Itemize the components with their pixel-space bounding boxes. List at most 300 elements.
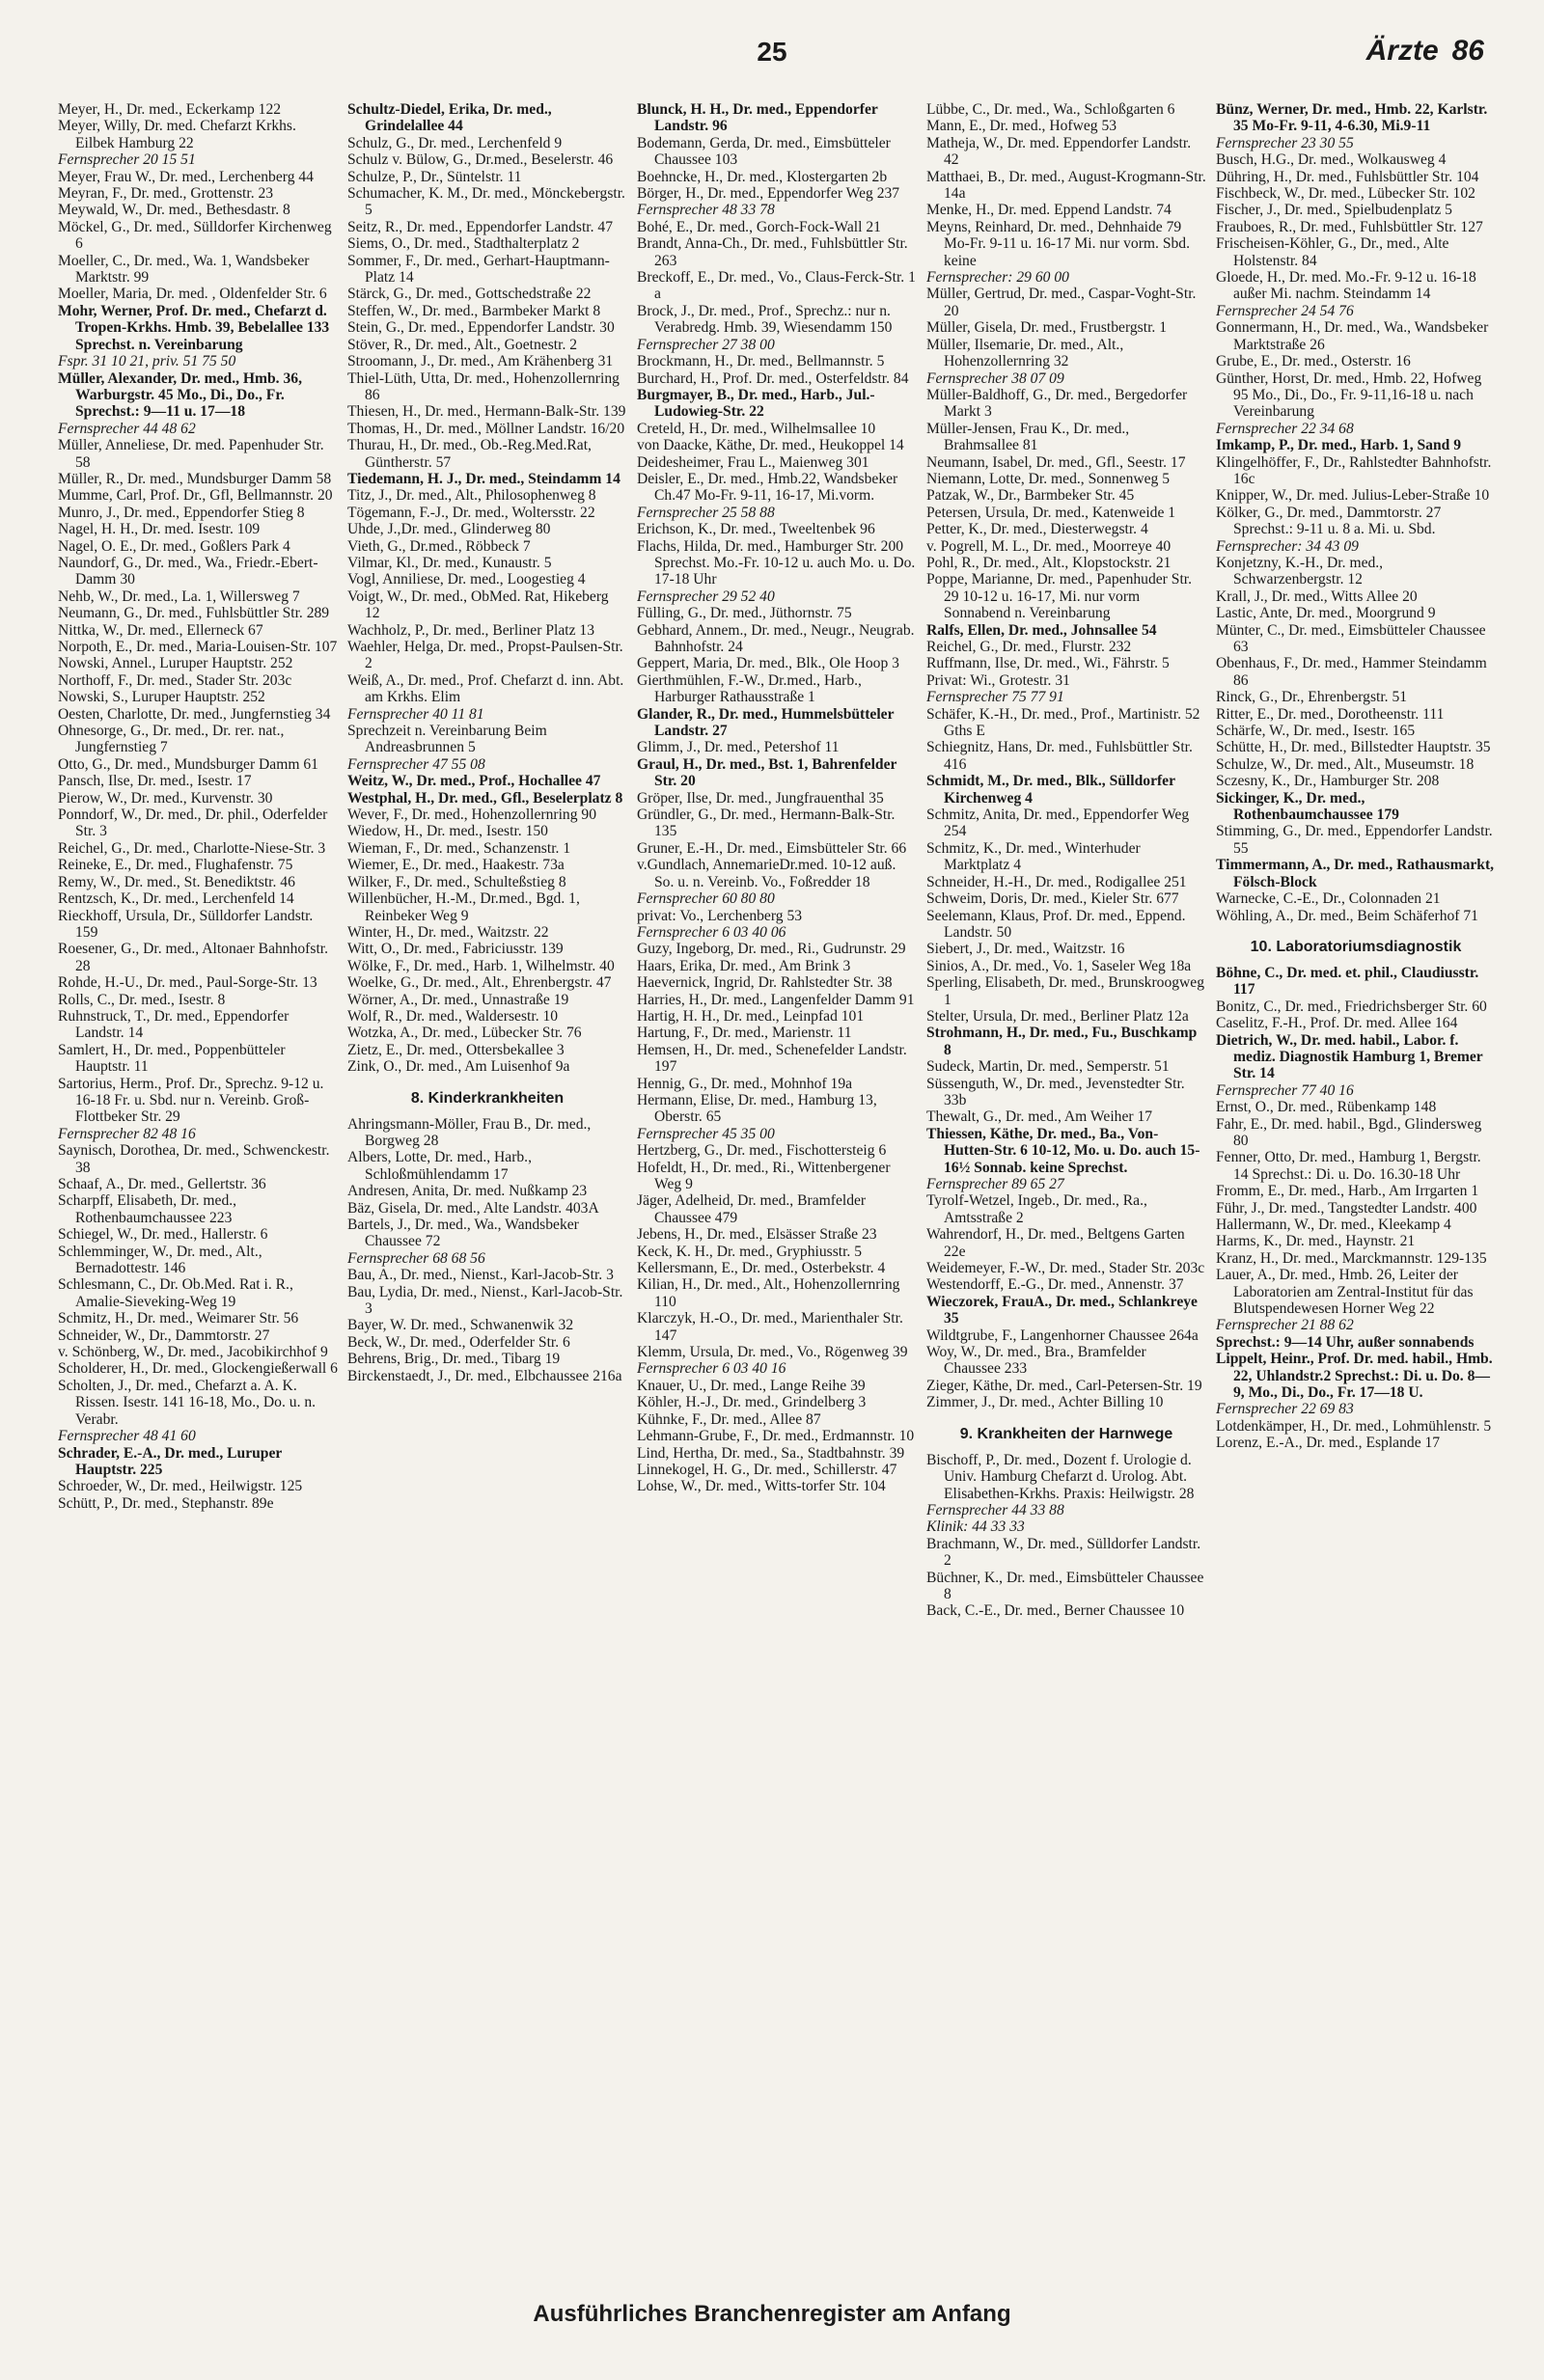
directory-entry: Roesener, G., Dr. med., Altonaer Bahnhofstr. 28 — [58, 941, 329, 974]
directory-entry: Moeller, C., Dr. med., Wa. 1, Wandsbeker Marktstr. 99 — [58, 252, 310, 287]
directory-entry: Vilmar, Kl., Dr. med., Kunaustr. 5 — [347, 554, 552, 571]
directory-entry: Wotzka, A., Dr. med., Lübecker Str. 76 — [347, 1025, 582, 1042]
directory-entry: Schulze, W., Dr. med., Alt., Museumstr. 18 — [1216, 755, 1475, 773]
directory-entry: Otto, G., Dr. med., Mundsburger Damm 61 — [58, 755, 318, 773]
directory-entry: Sczesny, K., Dr., Hamburger Str. 208 — [1216, 773, 1440, 790]
directory-entry: Ernst, O., Dr. med., Rübenkamp 148 — [1216, 1099, 1437, 1116]
phone-line: Fernsprecher 48 33 78 — [637, 202, 775, 219]
phone-line: Fernsprecher 23 30 55 — [1216, 134, 1354, 151]
directory-entry: Remy, W., Dr. med., St. Benediktstr. 46 — [58, 873, 295, 890]
directory-entry: Böhne, C., Dr. med. et. phil., Claudiusstr. 117 — [1216, 964, 1479, 999]
directory-entry: Petter, K., Dr. med., Diesterwegstr. 4 — [926, 521, 1148, 538]
directory-entry: Deisler, E., Dr. med., Hmb.22, Wandsbeker Ch.47 Mo-Fr. 9-11, 16-17, Mi.vorm. — [637, 470, 898, 505]
directory-entry: Ohnesorge, G., Dr. med., Dr. rer. nat., Jungfernstieg 7 — [58, 723, 285, 756]
phone-line: Fernsprecher 48 41 60 — [58, 1428, 196, 1445]
directory-entry: Meyer, Frau W., Dr. med., Lerchenberg 44 — [58, 168, 314, 185]
directory-entry: Witt, O., Dr. med., Fabriciusstr. 139 — [347, 941, 564, 958]
directory-entry: Jebens, H., Dr. med., Elsässer Straße 23 — [637, 1226, 877, 1244]
directory-entry: Wöhling, A., Dr. med., Beim Schäferhof 71 — [1216, 907, 1478, 924]
directory-entry: Krall, J., Dr. med., Witts Allee 20 — [1216, 588, 1418, 605]
directory-entry: Lauer, A., Dr. med., Hmb. 26, Leiter der Laboratorien am Zentral-Institut für das Blutspendewesen Horner Weg 22 — [1216, 1267, 1474, 1318]
directory-entry: Seitz, R., Dr. med., Eppendorfer Landstr. 47 — [347, 218, 613, 235]
directory-entry: Glimm, J., Dr. med., Petershof 11 — [637, 739, 840, 756]
directory-entry: Lastic, Ante, Dr. med., Moorgrund 9 — [1216, 605, 1436, 622]
directory-entry: Stein, G., Dr. med., Eppendorfer Landstr. 30 — [347, 319, 615, 337]
directory-entry: Wieczorek, FrauA., Dr. med., Schlankreye 35 — [926, 1293, 1198, 1327]
directory-entry: Sickinger, K., Dr. med., Rothenbaumchaussee 179 — [1216, 789, 1399, 824]
directory-entry: Patzak, W., Dr., Barmbeker Str. 45 — [926, 487, 1135, 505]
directory-entry: Meywald, W., Dr. med., Bethesdastr. 8 — [58, 202, 290, 219]
directory-entry: Fülling, G., Dr. med., Jüthornstr. 75 — [637, 605, 852, 622]
directory-entry: Weitz, W., Dr. med., Prof., Hochallee 47 — [347, 773, 601, 790]
phone-line: Fernsprecher 47 55 08 — [347, 755, 485, 773]
phone-line: Fernsprecher 22 34 68 — [1216, 420, 1354, 437]
directory-entry: Thurau, H., Dr. med., Ob.-Reg.Med.Rat, Güntherstr. 57 — [347, 437, 592, 471]
directory-entry: Lohse, W., Dr. med., Witts-torfer Str. 104 — [637, 1478, 886, 1495]
directory-entry: Rinck, G., Dr., Ehrenbergstr. 51 — [1216, 689, 1408, 706]
directory-entry: Klingelhöffer, F., Dr., Rahlstedter Bahnhofstr. 16c — [1216, 453, 1492, 487]
directory-entry: Schiegel, W., Dr. med., Hallerstr. 6 — [58, 1226, 268, 1244]
directory-entry: Wiemer, E., Dr. med., Haakestr. 73a — [347, 857, 565, 874]
directory-entry: Hennig, G., Dr. med., Mohnhof 19a — [637, 1075, 853, 1092]
directory-entry: Schulz, G., Dr. med., Lerchenfeld 9 — [347, 134, 563, 151]
directory-columns — [58, 101, 1496, 2272]
directory-entry: Kilian, H., Dr. med., Alt., Hohenzollernring 110 — [637, 1276, 900, 1310]
directory-entry: Thewalt, G., Dr. med., Am Weiher 17 — [926, 1108, 1153, 1126]
directory-entry: Scholten, J., Dr. med., Chefarzt a. A. K. Rissen. Isestr. 141 16-18, Mo., Do. u. n. Verabr. — [58, 1377, 317, 1428]
directory-entry: Schmidt, M., Dr. med., Blk., Sülldorfer Kirchenweg 4 — [926, 773, 1175, 807]
directory-entry: Schärfe, W., Dr. med., Isestr. 165 — [1216, 723, 1416, 740]
directory-entry: Brock, J., Dr. med., Prof., Sprechz.: nur n. Verabredg. Hmb. 39, Wiesendamm 150 — [637, 302, 893, 337]
directory-entry: Ruhnstruck, T., Dr. med., Eppendorfer Landstr. 14 — [58, 1007, 290, 1042]
directory-entry: Frischeisen-Köhler, G., Dr., med., Alte Holstenstr. 84 — [1216, 235, 1449, 269]
phone-line: Fernsprecher 6 03 40 16 — [637, 1360, 786, 1378]
phone-line: Fernsprecher 22 69 83 — [1216, 1401, 1354, 1418]
directory-entry: Klarczyk, H.-O., Dr. med., Marienthaler Str. 147 — [637, 1310, 903, 1344]
directory-entry: Gröper, Ilse, Dr. med., Jungfrauenthal 35 — [637, 789, 884, 807]
directory-entry: Schütt, P., Dr. med., Stephanstr. 89e — [58, 1494, 274, 1512]
directory-entry: Schütte, H., Dr. med., Billstedter Hauptstr. 35 — [1216, 739, 1491, 756]
directory-entry: Behrens, Brig., Dr. med., Tibarg 19 — [347, 1351, 561, 1368]
directory-entry: Bau, A., Dr. med., Nienst., Karl-Jacob-Str. 3 — [347, 1267, 614, 1284]
directory-entry: Wieman, F., Dr. med., Schanzenstr. 1 — [347, 839, 571, 857]
directory-entry: Gloede, H., Dr. med. Mo.-Fr. 9-12 u. 16-18 außer Mi. nachm. Steindamm 14 — [1216, 269, 1476, 303]
directory-entry: Zimmer, J., Dr. med., Achter Billing 10 — [926, 1394, 1164, 1411]
directory-entry: Guzy, Ingeborg, Dr. med., Ri., Gudrunstr. 29 — [637, 941, 906, 958]
directory-entry: Mohr, Werner, Prof. Dr. med., Chefarzt d. Tropen-Krkhs. Hmb. 39, Bebelallee 133 Sprechst. n. Vereinbarung — [58, 302, 330, 353]
directory-entry: Nagel, H. H., Dr. med. Isestr. 109 — [58, 521, 261, 538]
directory-entry: Knipper, W., Dr. med. Julius-Leber-Straße 10 — [1216, 487, 1490, 505]
directory-entry: Sperling, Elisabeth, Dr. med., Brunskroogweg 1 — [926, 974, 1205, 1008]
directory-entry: Wolf, R., Dr. med., Waldersestr. 10 — [347, 1007, 559, 1025]
directory-entry: Pohl, R., Dr. med., Alt., Klopstockstr. 21 — [926, 554, 1172, 571]
directory-entry: Reichel, G., Dr. med., Flurstr. 232 — [926, 639, 1132, 655]
phone-line: Klinik: 44 33 33 — [926, 1518, 1025, 1536]
phone-line: Fernsprecher: 29 60 00 — [926, 269, 1069, 287]
directory-entry: Willenbücher, H.-M., Dr.med., Bgd. 1, Reinbeker Weg 9 — [347, 890, 580, 924]
section-heading: 8. Kinderkrankheiten — [410, 1089, 565, 1107]
directory-entry: Bartels, J., Dr. med., Wa., Wandsbeker Chaussee 72 — [347, 1217, 579, 1250]
directory-entry: Petersen, Ursula, Dr. med., Katenweide 1 — [926, 504, 1176, 521]
directory-entry: Schultz-Diedel, Erika, Dr. med., Grindelallee 44 — [347, 101, 552, 135]
directory-entry: Schmitz, K., Dr. med., Winterhuder Marktplatz 4 — [926, 839, 1141, 874]
directory-entry: Rohde, H.-U., Dr. med., Paul-Sorge-Str. 13 — [58, 974, 317, 992]
phone-line: Fernsprecher 89 65 27 — [926, 1176, 1064, 1192]
directory-entry: Hertzberg, G., Dr. med., Fischottersteig 6 — [637, 1142, 887, 1160]
directory-entry: Tiedemann, H. J., Dr. med., Steindamm 14 — [347, 470, 620, 487]
directory-entry: Uhde, J.,Dr. med., Glinderweg 80 — [347, 521, 551, 538]
directory-entry: Lorenz, E.-A., Dr. med., Esplande 17 — [1216, 1435, 1441, 1452]
directory-entry: Süssenguth, W., Dr. med., Jevenstedter Str. 33b — [926, 1075, 1185, 1108]
directory-entry: Moeller, Maria, Dr. med. , Oldenfelder Str. 6 — [58, 286, 327, 303]
directory-entry: Fenner, Otto, Dr. med., Hamburg 1, Bergstr. 14 Sprechst.: Di. u. Do. 16.30-18 Uhr — [1216, 1149, 1481, 1183]
directory-entry: Dietrich, W., Dr. med. habil., Labor. f. mediz. Diagnostik Hamburg 1, Bremer Str. 14 — [1216, 1031, 1483, 1082]
directory-entry: Blunck, H. H., Dr. med., Eppendorfer Landstr. 96 — [637, 101, 878, 135]
directory-entry: Schlesmann, C., Dr. Ob.Med. Rat i. R., Amalie-Sieveking-Weg 19 — [58, 1276, 293, 1310]
directory-entry: Knauer, U., Dr. med., Lange Reihe 39 — [637, 1377, 866, 1394]
directory-entry: Samlert, H., Dr. med., Poppenbütteler Hauptstr. 11 — [58, 1041, 286, 1076]
directory-entry: Naundorf, G., Dr. med., Wa., Friedr.-Ebert-Damm 30 — [58, 554, 318, 588]
directory-entry: Fischbeck, W., Dr. med., Lübecker Str. 102 — [1216, 185, 1475, 203]
directory-entry: Stelter, Ursula, Dr. med., Berliner Platz 12a — [926, 1007, 1189, 1025]
directory-entry: Flachs, Hilda, Dr. med., Hamburger Str. 200 Sprechst. Mo.-Fr. 10-12 u. auch Mo. u. Do. 17-18 Uhr — [637, 537, 916, 588]
directory-entry: Nehb, W., Dr. med., La. 1, Willersweg 7 — [58, 588, 300, 605]
directory-entry: Wildtgrube, F., Langenhorner Chaussee 264a — [926, 1327, 1199, 1344]
directory-entry: Münter, C., Dr. med., Eimsbütteler Chaussee 63 — [1216, 621, 1486, 655]
directory-entry: Haevernick, Ingrid, Dr. Rahlstedter Str. 38 — [637, 974, 893, 992]
directory-entry: Schäfer, K.-H., Dr. med., Prof., Martinistr. 52 Gths E — [926, 705, 1200, 740]
directory-entry: Rentzsch, K., Dr. med., Lerchenfeld 14 — [58, 890, 294, 908]
directory-entry: Führ, J., Dr. med., Tangstedter Landstr. 400 — [1216, 1199, 1477, 1217]
directory-entry: Strohmann, H., Dr. med., Fu., Buschkamp 8 — [926, 1025, 1198, 1058]
directory-entry: Titz, J., Dr. med., Alt., Philosophenweg 8 — [347, 487, 596, 505]
directory-entry: Tögemann, F.-J., Dr. med., Woltersstr. 22 — [347, 504, 595, 521]
directory-entry: v. Pogrell, M. L., Dr. med., Moorreye 40 — [926, 537, 1172, 555]
directory-entry: Weidemeyer, F.-W., Dr. med., Stader Str. 203c — [926, 1260, 1205, 1277]
directory-entry: Bonitz, C., Dr. med., Friedrichsberger Str. 60 — [1216, 998, 1487, 1015]
directory-entry: Vogl, Anniliese, Dr. med., Loogestieg 4 — [347, 571, 586, 588]
directory-entry: Kellersmann, E., Dr. med., Osterbekstr. 4 — [637, 1260, 886, 1277]
directory-entry: Brandt, Anna-Ch., Dr. med., Fuhlsbüttler Str. 263 — [637, 235, 908, 269]
directory-entry: Zieger, Käthe, Dr. med., Carl-Petersen-Str. 19 — [926, 1377, 1202, 1394]
directory-entry: Neumann, G., Dr. med., Fuhlsbüttler Str. 289 — [58, 605, 330, 622]
directory-entry: Northoff, F., Dr. med., Stader Str. 203c — [58, 671, 292, 689]
directory-entry: Scholderer, H., Dr. med., Glockengießerwall 6 — [58, 1360, 338, 1378]
directory-entry: Oesten, Charlotte, Dr. med., Jungfernstieg 34 — [58, 705, 331, 723]
directory-entry: privat: Vo., Lerchenberg 53 — [637, 907, 803, 924]
footer-note: Ausführliches Branchenregister am Anfang — [533, 2301, 1011, 2327]
directory-entry: Lehmann-Grube, F., Dr. med., Erdmannstr. 10 — [637, 1428, 915, 1445]
section-heading: 9. Krankheiten der Harnwege — [959, 1425, 1173, 1442]
directory-entry: Woy, W., Dr. med., Bra., Bramfelder Chaussee 233 — [926, 1344, 1146, 1378]
directory-entry: Siebert, J., Dr. med., Waitzstr. 16 — [926, 941, 1125, 958]
directory-entry: Saynisch, Dorothea, Dr. med., Schwenckestr. 38 — [58, 1142, 330, 1176]
directory-entry: Thomas, H., Dr. med., Möllner Landstr. 16/20 — [347, 420, 625, 437]
directory-entry: Sinios, A., Dr. med., Vo. 1, Saseler Weg 18a — [926, 957, 1192, 974]
directory-entry: Bohé, E., Dr. med., Gorch-Fock-Wall 21 — [637, 218, 881, 235]
directory-entry: Westendorff, E.-G., Dr. med., Annenstr. 37 — [926, 1276, 1184, 1294]
directory-entry: Fischer, J., Dr. med., Spielbudenplatz 5 — [1216, 202, 1452, 219]
directory-entry: Breckoff, E., Dr. med., Vo., Claus-Ferck-Str. 1 a — [637, 269, 916, 303]
directory-entry: Wahrendorf, H., Dr. med., Beltgens Garten 22e — [926, 1226, 1185, 1260]
directory-entry: Schneider, W., Dr., Dammtorstr. 27 — [58, 1327, 270, 1344]
directory-entry: Müller, Ilsemarie, Dr. med., Alt., Hohenzollernring 32 — [926, 336, 1124, 370]
directory-entry: Reichel, G., Dr. med., Charlotte-Niese-Str. 3 — [58, 839, 326, 857]
directory-entry: Wever, F., Dr. med., Hohenzollernring 90 — [347, 807, 597, 824]
directory-entry: Warnecke, C.-E., Dr., Colonnaden 21 — [1216, 890, 1441, 908]
phone-line: Fernsprecher 44 48 62 — [58, 420, 196, 437]
directory-entry: Thiesen, H., Dr. med., Hermann-Balk-Str. 139 — [347, 403, 626, 421]
directory-entry: Harms, K., Dr. med., Haynstr. 21 — [1216, 1233, 1416, 1250]
directory-entry: Voigt, W., Dr. med., ObMed. Rat, Hikeberg 12 — [347, 588, 609, 622]
directory-entry: Matthaei, B., Dr. med., August-Krogmann-Str. 14a — [926, 168, 1206, 203]
directory-entry: Obenhaus, F., Dr. med., Hammer Steindamm 86 — [1216, 655, 1487, 689]
directory-entry: Kühnke, F., Dr. med., Allee 87 — [637, 1410, 821, 1428]
directory-entry: Norpoth, E., Dr. med., Maria-Louisen-Str. 107 — [58, 639, 338, 655]
directory-entry: Weiß, A., Dr. med., Prof. Chefarzt d. inn. Abt. am Krkhs. Elim — [347, 671, 624, 706]
phone-line: Fernsprecher 40 11 81 — [347, 705, 484, 723]
section-heading: 10. Laboratoriumsdiagnostik — [1250, 938, 1462, 955]
directory-entry: Günther, Horst, Dr. med., Hmb. 22, Hofweg 95 Mo., Di., Do., Fr. 9-11,16-18 u. nach Vereinbarung — [1216, 369, 1482, 421]
directory-entry: Harries, H., Dr. med., Langenfelder Damm 91 — [637, 991, 915, 1008]
directory-entry: Schlemminger, W., Dr. med., Alt., Bernadottestr. 146 — [58, 1243, 262, 1277]
directory-entry: Woelke, G., Dr. med., Alt., Ehrenbergstr. 47 — [347, 974, 612, 992]
directory-entry: v.Gundlach, AnnemarieDr.med. 10-12 auß. So. u. n. Vereinb. Vo., Foßredder 18 — [637, 857, 896, 890]
running-head — [1353, 35, 1484, 68]
directory-entry: Munro, J., Dr. med., Eppendorfer Stieg 8 — [58, 504, 305, 521]
directory-entry: Gierthmühlen, F.-W., Dr.med., Harb., Harburger Rathausstraße 1 — [637, 671, 862, 706]
directory-entry: Hermann, Elise, Dr. med., Hamburg 13, Oberstr. 65 — [637, 1091, 877, 1126]
directory-entry: Gebhard, Annem., Dr. med., Neugr., Neugrab. Bahnhofstr. 24 — [637, 621, 915, 655]
directory-entry: Graul, H., Dr. med., Bst. 1, Bahrenfelder Str. 20 — [637, 755, 897, 790]
column-5 — [1216, 101, 1496, 2272]
directory-entry: Ruffmann, Ilse, Dr. med., Wi., Fährstr. 5 — [926, 655, 1170, 672]
directory-entry: Caselitz, F.-H., Prof. Dr. med. Allee 164 — [1216, 1015, 1458, 1032]
directory-entry: Hartig, H. H., Dr. med., Leinpfad 101 — [637, 1007, 865, 1025]
phone-line: Fernsprecher 24 54 76 — [1216, 302, 1354, 319]
directory-entry: Westphal, H., Dr. med., Gfl., Beselerplatz 8 — [347, 789, 623, 807]
directory-entry: Busch, H.G., Dr. med., Wolkausweg 4 — [1216, 151, 1447, 169]
directory-entry: Schaaf, A., Dr. med., Gellertstr. 36 — [58, 1176, 266, 1192]
directory-entry: Schroeder, W., Dr. med., Heilwigstr. 125 — [58, 1478, 303, 1495]
directory-entry: Rolls, C., Dr. med., Isestr. 8 — [58, 991, 226, 1008]
directory-entry: Thiel-Lüth, Utta, Dr. med., Hohenzollernring 86 — [347, 369, 620, 403]
directory-entry: Siems, O., Dr. med., Stadthalterplatz 2 — [347, 235, 580, 253]
directory-entry: Müller-Baldhoff, G., Dr. med., Bergedorfer Markt 3 — [926, 386, 1188, 421]
directory-entry: Nagel, O. E., Dr. med., Goßlers Park 4 — [58, 537, 290, 555]
phone-line: Fernsprecher 27 38 00 — [637, 336, 775, 353]
directory-entry: Müller, Anneliese, Dr. med. Papenhuder Str. 58 — [58, 437, 324, 471]
directory-entry: Haars, Erika, Dr. med., Am Brink 3 — [637, 957, 851, 974]
directory-entry: Meyns, Reinhard, Dr. med., Dehnhaide 79 Mo-Fr. 9-11 u. 16-17 Mi. nur vorm. Sbd. keine — [926, 218, 1190, 269]
directory-entry: Imkamp, P., Dr. med., Harb. 1, Sand 9 — [1216, 437, 1462, 454]
directory-entry: Kölker, G., Dr. med., Dammtorstr. 27 Sprechst.: 9-11 u. 8 a. Mi. u. Sbd. — [1216, 504, 1442, 538]
directory-entry: Wölke, F., Dr. med., Harb. 1, Wilhelmstr. 40 — [347, 957, 615, 974]
directory-entry: Reineke, E., Dr. med., Flughafenstr. 75 — [58, 857, 293, 874]
directory-entry: Tyrolf-Wetzel, Ingeb., Dr. med., Ra., Amtsstraße 2 — [926, 1192, 1147, 1226]
directory-entry: Bäz, Gisela, Dr. med., Alte Landstr. 403A — [347, 1199, 599, 1217]
directory-entry: Niemann, Lotte, Dr. med., Sonnenweg 5 — [926, 470, 1171, 487]
directory-entry: Stroomann, J., Dr. med., Am Krähenberg 31 — [347, 353, 614, 370]
phone-line: Fernsprecher 75 77 91 — [926, 689, 1064, 706]
directory-entry: Zink, O., Dr. med., Am Luisenhof 9a — [347, 1058, 570, 1076]
directory-entry: Sartorius, Herm., Prof. Dr., Sprechz. 9-12 u. 16-18 Fr. u. Sbd. nur n. Vereinb. Groß-Flottbeker Str. 29 — [58, 1075, 324, 1126]
directory-entry: Wiedow, H., Dr. med., Isestr. 150 — [347, 823, 548, 840]
directory-entry: Fromm, E., Dr. med., Harb., Am Irrgarten 1 — [1216, 1183, 1479, 1200]
directory-entry: Nittka, W., Dr. med., Ellerneck 67 — [58, 621, 263, 639]
directory-entry: Rieckhoff, Ursula, Dr., Sülldorfer Landstr. 159 — [58, 907, 314, 941]
directory-entry: Büchner, K., Dr. med., Eimsbütteler Chaussee 8 — [926, 1569, 1204, 1602]
phone-line: Fernsprecher 6 03 40 06 — [637, 923, 786, 941]
phone-line: Fernsprecher 77 40 16 — [1216, 1081, 1354, 1099]
directory-entry: Birckenstaedt, J., Dr. med., Elbchaussee 216a — [347, 1367, 622, 1384]
directory-entry: Klemm, Ursula, Dr. med., Vo., Rögenweg 39 — [637, 1344, 908, 1361]
directory-entry: Lind, Hertha, Dr. med., Sa., Stadtbahnstr. 39 — [637, 1444, 905, 1462]
directory-entry: Thiessen, Käthe, Dr. med., Ba., Von-Hutten-Str. 6 10-12, Mo. u. Do. auch 15-16½ Sonnab. keine Sprechst. — [926, 1125, 1200, 1176]
column-1 — [58, 101, 338, 2272]
phone-line: Fernsprecher: 34 43 09 — [1216, 537, 1359, 555]
directory-entry: Grube, E., Dr. med., Osterstr. 16 — [1216, 353, 1411, 370]
directory-entry: Lübbe, C., Dr. med., Wa., Schloßgarten 6 — [926, 101, 1175, 118]
directory-entry: Wörner, A., Dr. med., Unnastraße 19 — [347, 991, 569, 1008]
directory-entry: Gründler, G., Dr. med., Hermann-Balk-Str. 135 — [637, 807, 896, 840]
directory-entry: Köhler, H.-J., Dr. med., Grindelberg 3 — [637, 1394, 867, 1411]
directory-entry: Dühring, H., Dr. med., Fuhlsbüttler Str. 104 — [1216, 168, 1479, 185]
directory-entry: Müller, Alexander, Dr. med., Hmb. 36, Warburgstr. 45 Mo., Di., Do., Fr. Sprechst.: 9—11 u. 17—18 — [58, 369, 302, 421]
directory-entry: Nowski, Annel., Luruper Hauptstr. 252 — [58, 655, 293, 672]
directory-entry: Bau, Lydia, Dr. med., Nienst., Karl-Jacob-Str. 3 — [347, 1283, 623, 1318]
directory-entry: Privat: Wi., Grotestr. 31 — [926, 671, 1070, 689]
directory-entry: Müller, Gertrud, Dr. med., Caspar-Voght-Str. 20 — [926, 286, 1197, 319]
directory-entry: Gruner, E.-H., Dr. med., Eimsbütteler Str. 66 — [637, 839, 907, 857]
directory-entry: Müller, Gisela, Dr. med., Frustbergstr. 1 — [926, 319, 1167, 337]
directory-entry: Ritter, E., Dr. med., Dorotheenstr. 111 — [1216, 705, 1445, 723]
directory-entry: Scharpff, Elisabeth, Dr. med., Rothenbaumchaussee 223 — [58, 1192, 237, 1226]
phone-line: Fernsprecher 38 07 09 — [926, 369, 1064, 387]
directory-entry: Bischoff, P., Dr. med., Dozent f. Urologie d. Univ. Hamburg Chefarzt d. Urolog. Abt. Elisabethen-Krkhs. Praxis: Heilwigstr. 28 — [926, 1451, 1195, 1502]
directory-entry: Geppert, Maria, Dr. med., Blk., Ole Hoop 3 — [637, 655, 899, 672]
directory-entry: Albers, Lotte, Dr. med., Harb., Schloßmühlendamm 17 — [347, 1149, 532, 1183]
directory-entry: Bayer, W. Dr. med., Schwanenwik 32 — [347, 1317, 574, 1334]
directory-entry: Neumann, Isabel, Dr. med., Gfl., Seestr. 17 — [926, 453, 1186, 471]
phone-line: Fernsprecher 21 88 62 — [1216, 1317, 1354, 1334]
directory-entry: Winter, H., Dr. med., Waitzstr. 22 — [347, 923, 549, 941]
directory-entry: Meyran, F., Dr. med., Grottenstr. 23 — [58, 185, 274, 203]
directory-entry: v. Schönberg, W., Dr. med., Jacobikirchhof 9 — [58, 1344, 328, 1361]
directory-entry: Börger, H., Dr. med., Eppendorfer Weg 237 — [637, 185, 900, 203]
phone-line: Fernsprecher 25 58 88 — [637, 504, 775, 521]
directory-entry: Schweim, Doris, Dr. med., Kieler Str. 677 — [926, 890, 1179, 908]
directory-entry: Menke, H., Dr. med. Eppend Landstr. 74 — [926, 202, 1172, 219]
directory-entry: Schmitz, Anita, Dr. med., Eppendorfer Weg 254 — [926, 807, 1190, 840]
column-4 — [926, 101, 1206, 2272]
directory-entry: Sprechzeit n. Vereinbarung Beim Andreasbrunnen 5 — [347, 723, 547, 756]
directory-entry: Lotdenkämper, H., Dr. med., Lohmühlenstr. 5 — [1216, 1417, 1492, 1435]
running-head-number: 86 — [1451, 35, 1484, 67]
directory-entry: Glander, R., Dr. med., Hummelsbütteler Landstr. 27 — [637, 705, 895, 740]
directory-entry: Stärck, G., Dr. med., Gottschedstraße 22 — [347, 286, 592, 303]
directory-entry: Kranz, H., Dr. med., Marckmannstr. 129-135 — [1216, 1249, 1487, 1267]
directory-entry: Schrader, E.-A., Dr. med., Luruper Hauptstr. 225 — [58, 1444, 283, 1478]
directory-entry: Schumacher, K. M., Dr. med., Mönckebergstr. 5 — [347, 185, 625, 219]
directory-entry: Burchard, H., Prof. Dr. med., Osterfeldstr. 84 — [637, 369, 909, 387]
directory-entry: Müller-Jensen, Frau K., Dr. med., Brahmsallee 81 — [926, 420, 1130, 454]
directory-entry: Müller, R., Dr. med., Mundsburger Damm 58 — [58, 470, 332, 487]
phone-line: Fernsprecher 82 48 16 — [58, 1125, 196, 1142]
directory-entry: Frauboes, R., Dr. med., Fuhlsbüttler Str. 127 — [1216, 218, 1483, 235]
directory-entry: Meyer, H., Dr. med., Eckerkamp 122 — [58, 101, 282, 118]
directory-entry: Seelemann, Klaus, Prof. Dr. med., Eppend. Landstr. 50 — [926, 907, 1186, 941]
phone-line: Fernsprecher 68 68 56 — [347, 1249, 485, 1267]
directory-entry: Möckel, G., Dr. med., Sülldorfer Kirchenweg 6 — [58, 218, 332, 253]
directory-entry: Wachholz, P., Dr. med., Berliner Platz 13 — [347, 621, 594, 639]
directory-entry: Lippelt, Heinr., Prof. Dr. med. habil., Hmb. 22, Uhlandstr.2 Sprechst.: Di. u. Do. 8—9, Mo., Di., Do., Fr. 17—18 U. — [1216, 1351, 1493, 1402]
directory-entry: Ahringsmann-Möller, Frau B., Dr. med., Borgweg 28 — [347, 1115, 592, 1149]
directory-entry: Mumme, Carl, Prof. Dr., Gfl, Bellmannstr. 20 — [58, 487, 333, 505]
directory-entry: Burgmayer, B., Dr. med., Harb., Jul.-Ludowieg-Str. 22 — [637, 386, 875, 421]
directory-entry: Erichson, K., Dr. med., Tweeltenbek 96 — [637, 521, 875, 538]
directory-entry: Schulze, P., Dr., Süntelstr. 11 — [347, 168, 522, 185]
directory-entry: Fahr, E., Dr. med. habil., Bgd., Glindersweg 80 — [1216, 1115, 1482, 1149]
phone-line: Fspr. 31 10 21, priv. 51 75 50 — [58, 353, 236, 370]
phone-line: Fernsprecher 29 52 40 — [637, 588, 775, 605]
directory-entry: Pansch, Ilse, Dr. med., Isestr. 17 — [58, 773, 252, 790]
directory-entry: Matheja, W., Dr. med. Eppendorfer Landstr. 42 — [926, 134, 1192, 169]
directory-entry: Deidesheimer, Frau L., Maienweg 301 — [637, 453, 869, 471]
directory-entry: Vieth, G., Dr.med., Röbbeck 7 — [347, 537, 531, 555]
directory-entry: Sudeck, Martin, Dr. med., Semperstr. 51 — [926, 1058, 1170, 1076]
directory-entry: Andresen, Anita, Dr. med. Nußkamp 23 — [347, 1183, 588, 1200]
column-2 — [347, 101, 627, 2272]
directory-entry: Pierow, W., Dr. med., Kurvenstr. 30 — [58, 789, 273, 807]
directory-entry: Hallermann, W., Dr. med., Kleekamp 4 — [1216, 1217, 1451, 1233]
directory-entry: Stimming, G., Dr. med., Eppendorfer Landstr. 55 — [1216, 823, 1493, 857]
directory-entry: Boehncke, H., Dr. med., Klostergarten 2b — [637, 168, 888, 185]
directory-entry: Back, C.-E., Dr. med., Berner Chaussee 10 — [926, 1602, 1185, 1620]
directory-entry: Jäger, Adelheid, Dr. med., Bramfelder Chaussee 479 — [637, 1192, 867, 1226]
directory-entry: Gonnermann, H., Dr. med., Wa., Wandsbeker Marktstraße 26 — [1216, 319, 1489, 353]
directory-entry: Bodemann, Gerda, Dr. med., Eimsbütteler Chaussee 103 — [637, 134, 891, 169]
directory-entry: Hemsen, H., Dr. med., Schenefelder Landstr. 197 — [637, 1041, 907, 1076]
directory-entry: Brockmann, H., Dr. med., Bellmannstr. 5 — [637, 353, 885, 370]
phone-line: Fernsprecher 44 33 88 — [926, 1501, 1064, 1518]
directory-entry: Wilker, F., Dr. med., Schulteßstieg 8 — [347, 873, 566, 890]
directory-entry: Sommer, F., Dr. med., Gerhart-Hauptmann-Platz 14 — [347, 252, 610, 287]
directory-entry: Stöver, R., Dr. med., Alt., Goetnestr. 2 — [347, 336, 578, 353]
directory-entry: Zietz, E., Dr. med., Ottersbekallee 3 — [347, 1041, 565, 1058]
directory-entry: Schulz v. Bülow, G., Dr.med., Beselerstr. 46 — [347, 151, 614, 169]
directory-entry: Ralfs, Ellen, Dr. med., Johnsallee 54 — [926, 621, 1157, 639]
directory-entry: Konjetzny, K.-H., Dr. med., Schwarzenbergstr. 12 — [1216, 554, 1384, 588]
directory-entry: Schneider, H.-H., Dr. med., Rodigallee 251 — [926, 873, 1187, 890]
phone-line: Fernsprecher 20 15 51 — [58, 151, 196, 169]
directory-entry: Nowski, S., Luruper Hauptstr. 252 — [58, 689, 265, 706]
running-head-section: Ärzte — [1365, 35, 1439, 67]
directory-entry: Steffen, W., Dr. med., Barmbeker Markt 8 — [347, 302, 601, 319]
directory-entry: Keck, K. H., Dr. med., Gryphiusstr. 5 — [637, 1243, 863, 1260]
directory-entry: Schiegnitz, Hans, Dr. med., Fuhlsbüttler Str. 416 — [926, 739, 1193, 773]
phone-line: Fernsprecher 60 80 80 — [637, 890, 775, 908]
directory-entry: von Daacke, Käthe, Dr. med., Heukoppel 14 — [637, 437, 904, 454]
directory-entry: Sprechst.: 9—14 Uhr, außer sonnabends — [1216, 1333, 1475, 1351]
page-number: 25 — [757, 37, 787, 67]
directory-entry: Linnekogel, H. G., Dr. med., Schillerstr. 47 — [637, 1461, 897, 1478]
directory-entry: Timmermann, A., Dr. med., Rathausmarkt, Fölsch-Block — [1216, 857, 1495, 890]
directory-entry: Ponndorf, W., Dr. med., Dr. phil., Oderfelder Str. 3 — [58, 807, 328, 840]
directory-entry: Meyer, Willy, Dr. med. Chefarzt Krkhs. Eilbek Hamburg 22 — [58, 118, 296, 151]
column-3 — [637, 101, 917, 2272]
directory-entry: Creteld, H., Dr. med., Wilhelmsallee 10 — [637, 420, 876, 437]
